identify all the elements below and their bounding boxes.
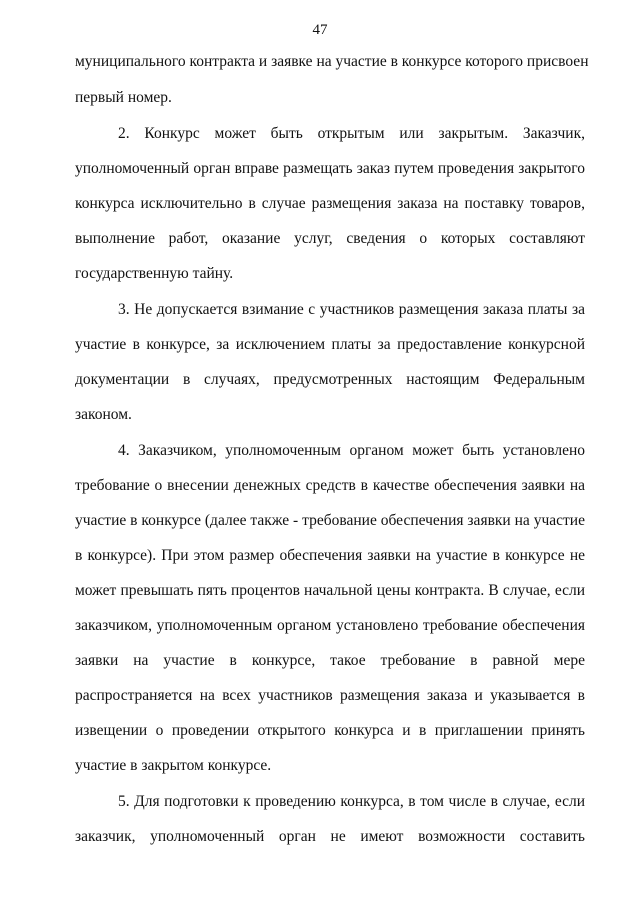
- text-line: муниципального контракта и заявке на участие в конкурсе которого присвоен: [75, 53, 589, 70]
- text-line: 4. Заказчиком, уполномоченным органом может быть установлено: [118, 442, 585, 459]
- text-line: 5. Для подготовки к проведению конкурса, в том числе в случае, если: [118, 793, 585, 810]
- text-line: требование о внесении денежных средств в качестве обеспечения заявки на: [75, 477, 585, 494]
- text-line: участие в закрытом конкурсе.: [75, 757, 272, 774]
- text-line: 2. Конкурс может быть открытым или закрытым. Заказчик,: [118, 125, 585, 142]
- text-line: 3. Не допускается взимание с участников размещения заказа платы за: [118, 301, 585, 318]
- text-line: первый номер.: [75, 89, 172, 106]
- text-line: выполнение работ, оказание услуг, сведения о которых составляют: [75, 230, 585, 247]
- text-line: в конкурсе). При этом размер обеспечения заявки на участие в конкурсе не: [75, 547, 585, 564]
- text-line: заказчиком, уполномоченным органом установлено требование обеспечения: [75, 617, 585, 634]
- page-number: 47: [312, 22, 328, 38]
- text-line: участие в конкурсе (далее также - требование обеспечения заявки на участие: [75, 512, 585, 529]
- text-line: государственную тайну.: [75, 265, 234, 282]
- text-line: заявки на участие в конкурсе, такое требование в равной мере: [75, 652, 585, 669]
- text-line: может превышать пять процентов начальной цены контракта. В случае, если: [75, 582, 585, 599]
- text-line: уполномоченный орган вправе размещать заказ путем проведения закрытого: [75, 160, 585, 177]
- text-line: участие в конкурсе, за исключением платы за предоставление конкурсной: [75, 336, 585, 353]
- text-line: конкурса исключительно в случае размещения заказа на поставку товаров,: [75, 195, 585, 212]
- text-line: документации в случаях, предусмотренных настоящим Федеральным: [75, 371, 585, 388]
- text-line: распространяется на всех участников размещения заказа и указывается в: [75, 687, 585, 704]
- text-line: законом.: [75, 406, 132, 423]
- text-line: заказчик, уполномоченный орган не имеют возможности составить: [75, 828, 585, 845]
- text-line: извещении о проведении открытого конкурса и в приглашении принять: [75, 722, 585, 739]
